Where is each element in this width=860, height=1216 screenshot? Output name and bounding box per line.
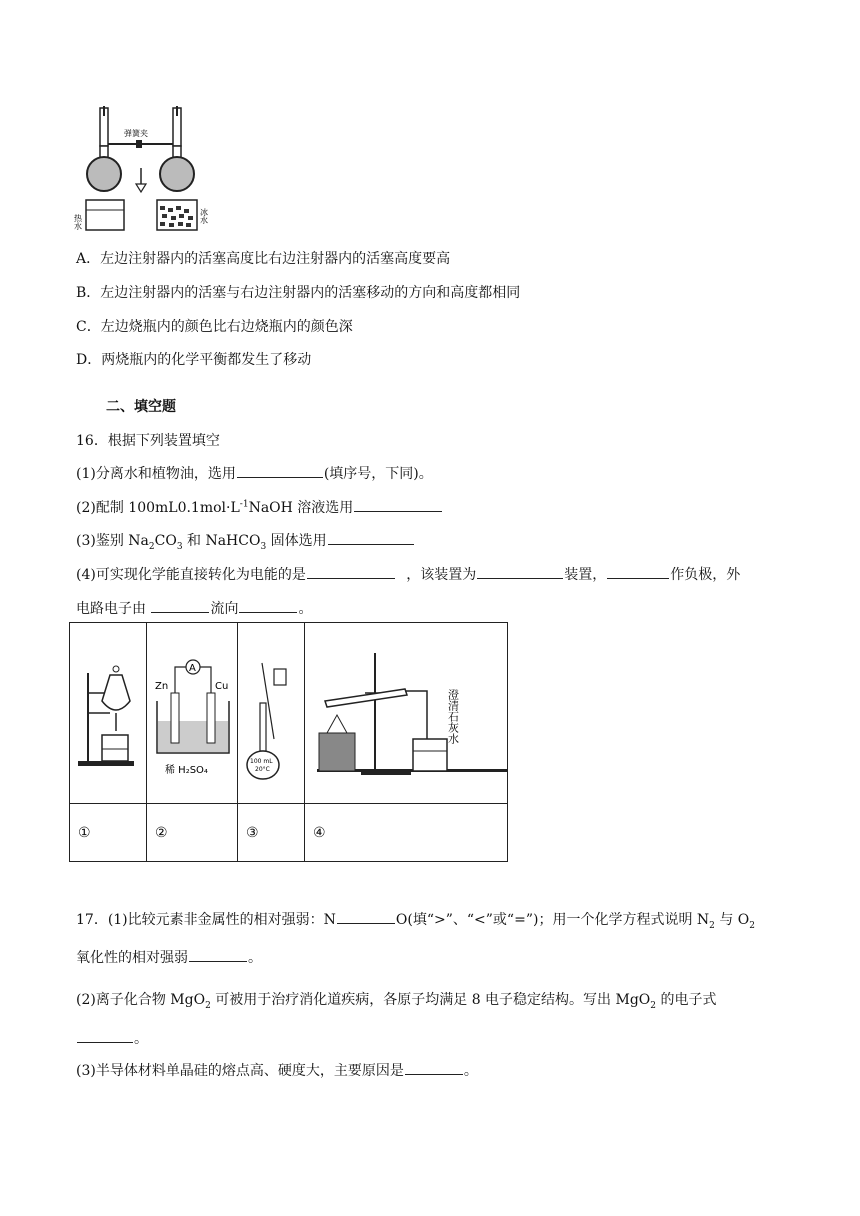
- label-hot-water: 热水: [73, 214, 83, 230]
- svg-text:稀 H₂SO₄: 稀 H₂SO₄: [165, 765, 208, 776]
- section-title: 二、填空题: [106, 399, 176, 415]
- table-number-4: ④: [305, 804, 508, 862]
- option-c: C．左边烧瓶内的颜色比右边烧瓶内的颜色深: [76, 319, 353, 335]
- apparatus-table: [69, 622, 508, 862]
- svg-text:20°C: 20°C: [255, 766, 270, 773]
- svg-text:澄清石灰水: 澄清石灰水: [446, 689, 460, 744]
- q16-part1: (1)分离水和植物油，选用 (填序号，下同)。: [76, 463, 433, 483]
- label-clip: 弹簧夹: [124, 129, 148, 138]
- table-number-2: ②: [147, 804, 238, 862]
- apparatus-4: [305, 623, 508, 804]
- option-d: D．两烧瓶内的化学平衡都发生了移动: [76, 352, 312, 368]
- apparatus-3: [238, 623, 305, 804]
- table-number-3: ③: [238, 804, 305, 862]
- q16-part4: (4)可实现化学能直接转化为电能的是 ，该装置为 装置， 作负极，外: [76, 564, 740, 584]
- q16-stem: 16．根据下列装置填空: [76, 433, 220, 449]
- q17-part3: (3)半导体材料单晶硅的熔点高、硬度大，主要原因是 。: [76, 1060, 478, 1080]
- q17-part2: (2)离子化合物 MgO$_2$ 可被用于治疗消化道疾病，各原子均满足 8 电子稳定结构。写出 MgO$_2$ 的电子式: [76, 992, 717, 1011]
- table-number-1: ①: [70, 804, 147, 862]
- option-b: B．左边注射器内的活塞与右边注射器内的活塞移动的方向和高度都相同: [76, 285, 521, 301]
- q17-part1-cont: 氧化性的相对强弱 。: [76, 947, 262, 967]
- q16-part2: (2)配制 $100mL0.1mol\cdot L^{-1}NaOH$ 溶液选用: [76, 497, 443, 517]
- option-a: A．左边注射器内的活塞高度比右边注射器内的活塞高度要高: [76, 251, 451, 267]
- q16-part3: (3)鉴别 $Na_2CO_3$ 和 NaHCO$_3$ 固体选用: [76, 530, 415, 552]
- q17-part2-cont: 。: [76, 1028, 148, 1048]
- q17-part1: 17．(1)比较元素非金属性的相对强弱：N O(填“>”、“<”或“=”)；用一个化学方程式说明 $N_2$ 与 $O_2$: [76, 909, 755, 931]
- separatory-funnel-icon: [70, 623, 146, 799]
- label-ice-water: 冰水: [199, 208, 209, 224]
- svg-text:A: A: [189, 663, 196, 674]
- svg-text:Zn: Zn: [155, 681, 169, 692]
- svg-text:100 mL: 100 mL: [250, 758, 273, 765]
- equilibrium-figure: [73, 106, 220, 236]
- apparatus-2: [147, 623, 238, 804]
- volumetric-flask-icon: [238, 623, 304, 799]
- svg-text:Cu: Cu: [215, 681, 229, 692]
- apparatus-1: [70, 623, 147, 804]
- heating-apparatus-icon: [305, 623, 507, 799]
- galvanic-cell-icon: [147, 623, 237, 799]
- q16-part4-cont: 电路电子由 流向 。: [76, 598, 312, 618]
